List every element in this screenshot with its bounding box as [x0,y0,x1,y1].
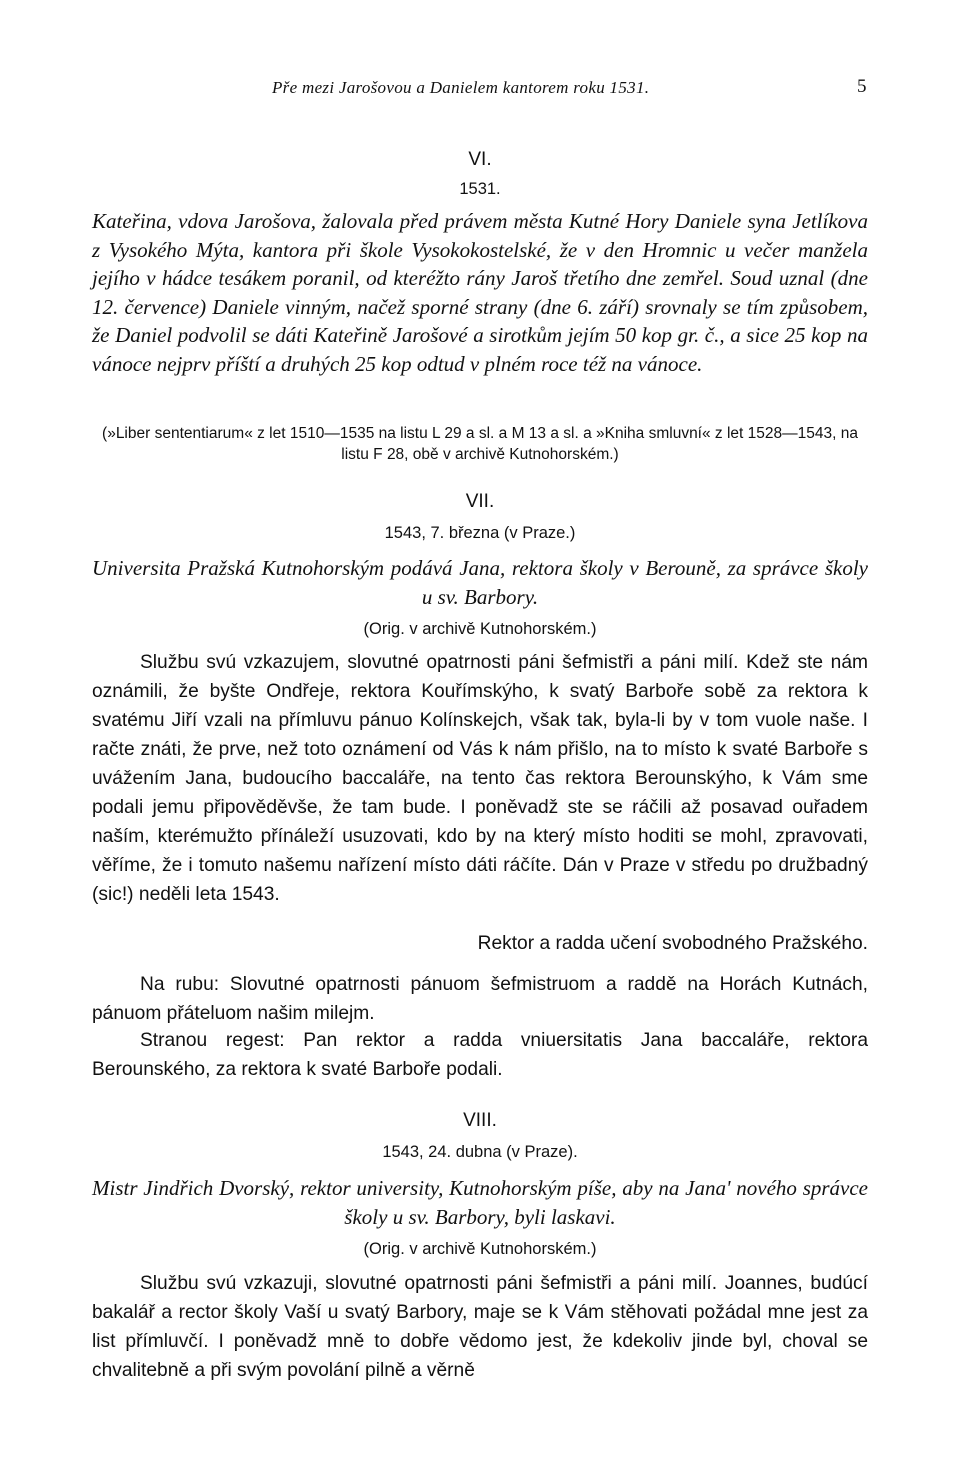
section-vii-source: (Orig. v archivě Kutnohorském.) [363,620,597,638]
section-viii-source: (Orig. v archivě Kutnohorském.) [363,1240,597,1258]
section-vii-signature: Rektor a radda učení svobodného Pražského. [477,933,868,954]
section-vii-body: Službu svú vzkazujem, slovutné opatrnosti páni šefmistři a páni milí. Kdež ste nám oznámili, že byšte Ondřeje, rektora Kouřímskýho, k svatý Barboře sobě za rektora k svatému Jiří vzali na přímluvu pánuo Kolínskejch, však tak, byla-li by v tom vuole naše. I račte znáti, že prve, než toto oznámení od Vás k nám přišlo, na to místo k svaté Barboře s uvážením Jana, budoucího baccaláře, na tento čas rektora Berounskýho, k Vám sme podali jemu připověděvše, že tam bude. I poněvadž ste se ráčili až posavad ouřadem naším, kterémužto přínáleží usuzovati, kdo by na který místo hoditi se mohl, zpravovati, věříme, že i tomuto našemu nařízení místo dáti ráčíte. Dán v Praze v středu po družbadný (sic!) neděli leta 1543. [92,652,868,905]
page-number: 5 [857,76,867,97]
section-vi-source: (»Liber sententiarum« z let 1510—1535 na listu L 29 a sl. a M 13 a sl. a »Kniha smluvní« z let 1528—1543, na listu F 28, obě v archivě Kutnohorském.) [102,425,858,463]
section-viii-date: 1543, 24. dubna (v Praze). [382,1143,578,1161]
section-viii-number: VIII. [463,1110,497,1131]
section-vii-regest: Universita Pražská Kutnohorským podává Jana, rektora školy v Berouně, za správce školy u sv. Barbory. [92,556,868,609]
section-vi-date: 1531. [459,180,501,198]
section-vii-verso: Na rubu: Slovutné opatrnosti pánuom šefmistruom a raddě na Horách Kutnách, pánuom přáteluom našim milejm. [92,974,868,1024]
section-vi-number: VI. [468,149,492,170]
section-viii-regest: Mistr Jindřich Dvorský, rektor university, Kutnohorským píše, aby na Jana' nového správce školy u sv. Barbory, byli laskavi. [92,1176,868,1229]
section-vii-number: VII. [465,491,495,512]
section-viii-body: Službu svú vzkazuji, slovutné opatrnosti páni šefmistři a páni milí. Joannes, budúcí bakalář a rector školy Vaší u svatý Barbory, maje se k Vám stěhovati požádal mne jest za list přímluvčí. I poněvadž mně to dobře vědomo jest, že kdekoliv jinde byl, choval se chvalitebně a při svým povolání pilně a věrně [92,1273,868,1381]
running-head: Pře mezi Jarošovou a Danielem kantorem roku 1531. [272,78,650,97]
section-vii-date: 1543, 7. března (v Praze.) [384,524,576,542]
section-vii-side-regest: Stranou regest: Pan rektor a radda vniuersitatis Jana baccaláře, rektora Berounského, za rektora k svaté Barboře podali. [92,1030,868,1080]
section-vi-regest: Kateřina, vdova Jarošova, žalovala před právem města Kutné Hory Daniele syna Jetlíkova z Vysokého Mýta, kantora při škole Vysokokostelské, že v den Hromnic u večer manžela jejího v hádce tesákem poranil, od kteréžto rány Jaroš třetího dne zemřel. Soud uznal (dne 12. července) Daniele vinným, načež sporné strany (dne 6. září) srovnaly se tím způsobem, že Daniel podvolil se dáti Kateřině Jarošové a sirotkům jejím 50 kop gr. č., a sice 25 kop na vánoce nejprv příští a druhých 25 kop odtud v plném roce též na vánoce. [92,209,868,376]
